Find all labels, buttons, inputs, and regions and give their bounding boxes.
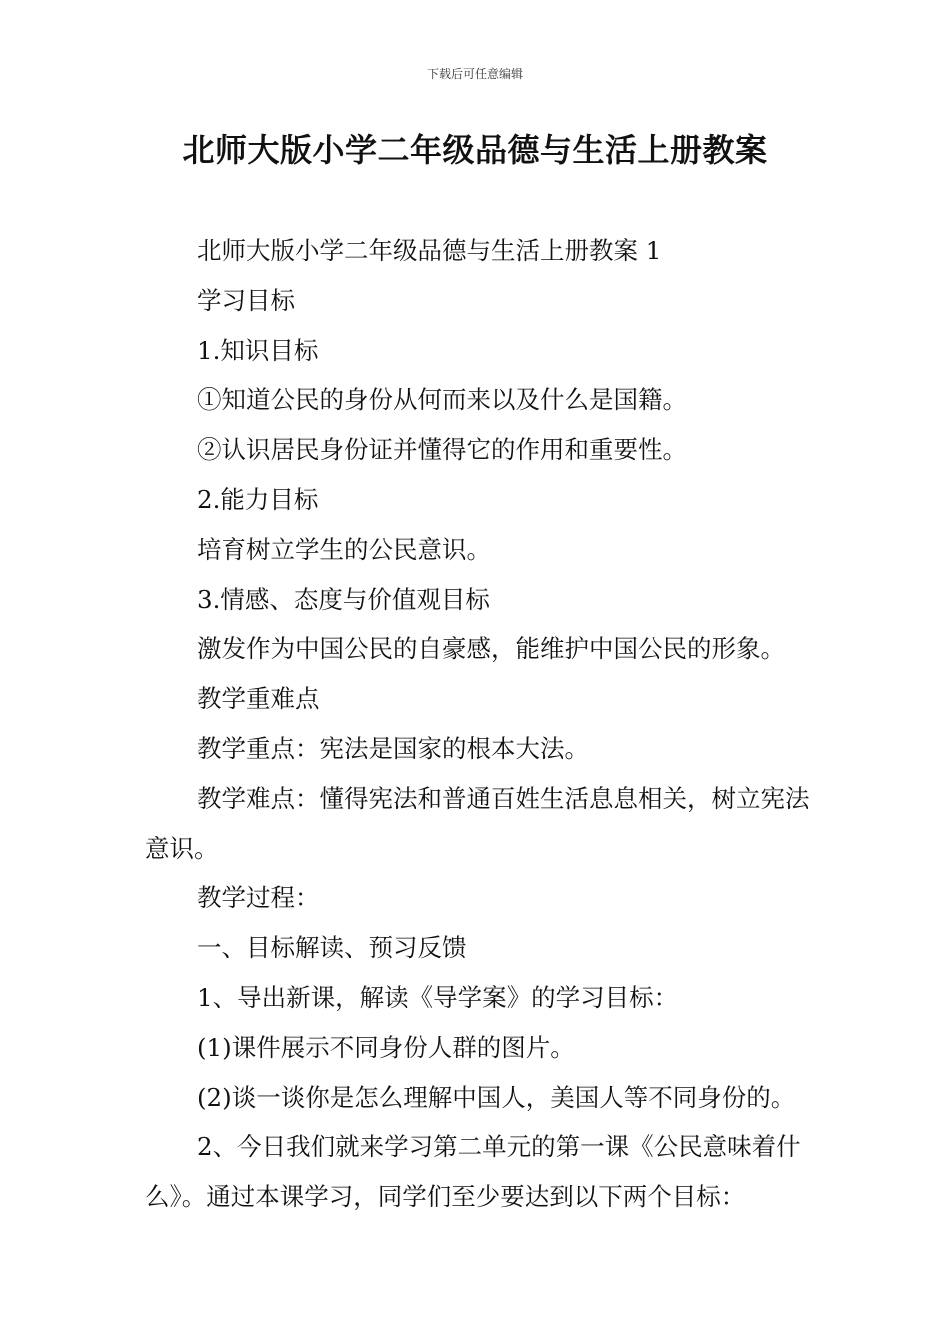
paragraph-key-difficulties: 教学重难点 bbox=[197, 684, 320, 714]
paragraph-step-1-a: (1)课件展示不同身份人群的图片。 bbox=[197, 1032, 575, 1062]
paragraph-teaching-process: 教学过程： bbox=[197, 883, 320, 913]
paragraph-emotion-item: 激发作为中国公民的自豪感，能维护中国公民的形象。 bbox=[197, 634, 785, 664]
paragraph-difficulty-point: 教学难点：懂得宪法和普通百姓生活息息相关，树立宪法意识。 bbox=[145, 783, 810, 863]
document-title: 北师大版小学二年级品德与生活上册教案 bbox=[182, 131, 768, 169]
paragraph-knowledge-item-2: ②认识居民身份证并懂得它的作用和重要性。 bbox=[197, 435, 687, 465]
paragraph-knowledge-item-1: ①知道公民的身份从何而来以及什么是国籍。 bbox=[197, 385, 687, 415]
paragraph-section-one: 一、目标解读、预习反馈 bbox=[197, 933, 467, 963]
paragraph-step-2: 2、今日我们就来学习第二单元的第一课《公民意味着什么》。通过本课学习，同学们至少要达到以下两个目标： bbox=[145, 1132, 801, 1212]
paragraph-emotion-goal: 3.情感、态度与价值观目标 bbox=[197, 584, 490, 614]
document-body bbox=[145, 226, 815, 1222]
paragraph-ability-item: 培育树立学生的公民意识。 bbox=[197, 534, 491, 564]
paragraph-ability-goal: 2.能力目标 bbox=[197, 484, 319, 514]
paragraph-subtitle: 北师大版小学二年级品德与生活上册教案 1 bbox=[197, 236, 662, 265]
paragraph-learning-goals: 学习目标 bbox=[197, 285, 295, 315]
header-note: 下载后可任意编辑 bbox=[426, 67, 523, 81]
paragraph-step-1: 1、导出新课，解读《导学案》的学习目标： bbox=[197, 982, 679, 1012]
paragraph-step-1-b: (2)谈一谈你是怎么理解中国人，美国人等不同身份的。 bbox=[197, 1082, 796, 1112]
paragraph-knowledge-goal: 1.知识目标 bbox=[197, 335, 319, 365]
paragraph-key-point: 教学重点：宪法是国家的根本大法。 bbox=[197, 733, 589, 763]
